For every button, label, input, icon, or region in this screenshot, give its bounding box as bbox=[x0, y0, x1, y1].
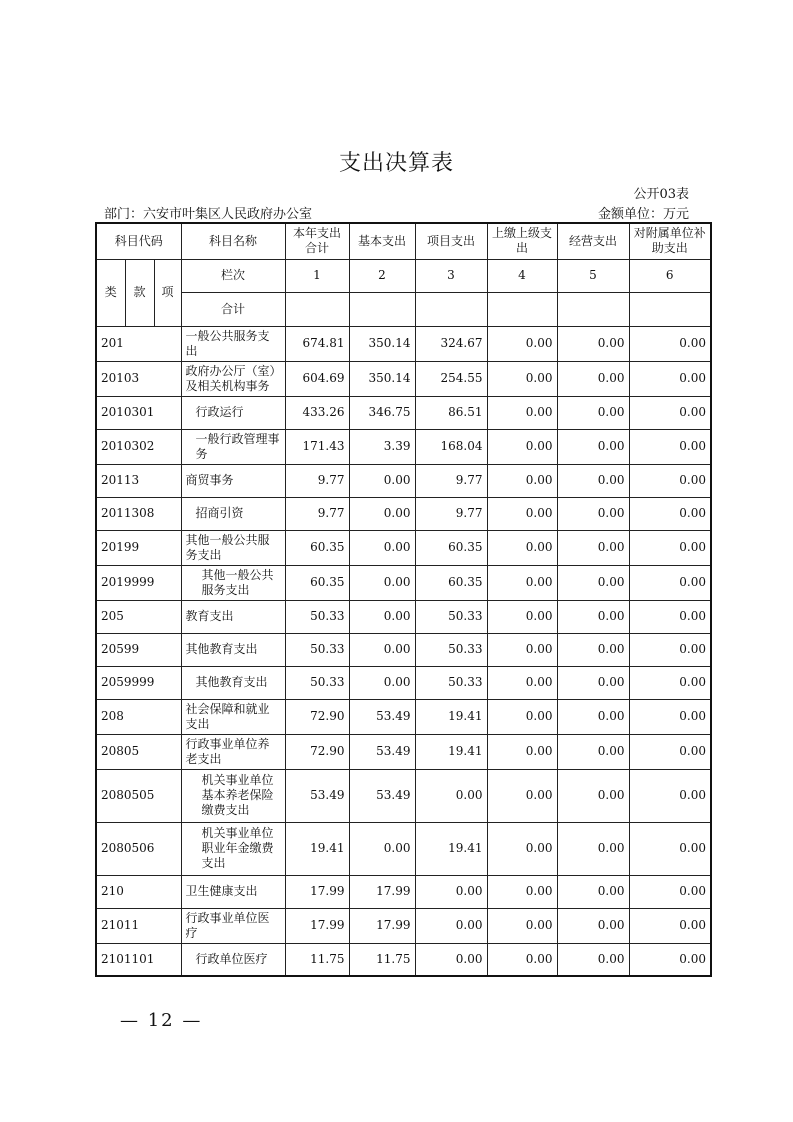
row-project: 0.00 bbox=[415, 908, 487, 943]
header-total: 本年支出合计 bbox=[285, 223, 349, 259]
row-total: 674.81 bbox=[285, 326, 349, 361]
row-basic: 0.00 bbox=[349, 822, 415, 875]
row-business: 0.00 bbox=[557, 464, 629, 497]
header-project: 项目支出 bbox=[415, 223, 487, 259]
row-upper: 0.00 bbox=[487, 875, 557, 908]
row-upper: 0.00 bbox=[487, 600, 557, 633]
row-code: 2101101 bbox=[96, 943, 181, 976]
row-upper: 0.00 bbox=[487, 396, 557, 429]
table-row bbox=[96, 822, 711, 875]
row-basic: 350.14 bbox=[349, 361, 415, 396]
header-subsidy: 对附属单位补助支出 bbox=[629, 223, 711, 259]
page-title: 支出决算表 bbox=[338, 151, 454, 176]
row-business: 0.00 bbox=[557, 396, 629, 429]
header-basic: 基本支出 bbox=[349, 223, 415, 259]
row-basic: 53.49 bbox=[349, 699, 415, 734]
table-row bbox=[96, 326, 711, 361]
table-row bbox=[96, 666, 711, 699]
row-name: 机关事业单位职业年金缴费支出 bbox=[181, 822, 285, 875]
table-row bbox=[96, 734, 711, 769]
row-business: 0.00 bbox=[557, 429, 629, 464]
row-code: 2010302 bbox=[96, 429, 181, 464]
row-upper: 0.00 bbox=[487, 530, 557, 565]
row-basic: 0.00 bbox=[349, 633, 415, 666]
row-project: 324.67 bbox=[415, 326, 487, 361]
row-basic: 0.00 bbox=[349, 666, 415, 699]
row-name: 教育支出 bbox=[181, 600, 285, 633]
row-code: 21011 bbox=[96, 908, 181, 943]
row-total: 50.33 bbox=[285, 633, 349, 666]
row-basic: 11.75 bbox=[349, 943, 415, 976]
total-cell bbox=[487, 292, 557, 326]
row-basic: 17.99 bbox=[349, 908, 415, 943]
header-code: 科目代码 bbox=[96, 223, 181, 259]
row-total: 433.26 bbox=[285, 396, 349, 429]
row-basic: 350.14 bbox=[349, 326, 415, 361]
row-project: 19.41 bbox=[415, 734, 487, 769]
row-code: 2080506 bbox=[96, 822, 181, 875]
row-subsidy: 0.00 bbox=[629, 822, 711, 875]
row-code: 20599 bbox=[96, 633, 181, 666]
header-business: 经营支出 bbox=[557, 223, 629, 259]
row-upper: 0.00 bbox=[487, 429, 557, 464]
page-number: — 12 — bbox=[120, 1010, 203, 1031]
row-project: 19.41 bbox=[415, 822, 487, 875]
row-business: 0.00 bbox=[557, 908, 629, 943]
row-basic: 53.49 bbox=[349, 769, 415, 822]
row-code: 2019999 bbox=[96, 565, 181, 600]
row-name: 行政单位医疗 bbox=[181, 943, 285, 976]
row-subsidy: 0.00 bbox=[629, 769, 711, 822]
header-lanci: 栏次 bbox=[181, 259, 285, 292]
header-row bbox=[96, 223, 711, 259]
row-total: 53.49 bbox=[285, 769, 349, 822]
row-business: 0.00 bbox=[557, 565, 629, 600]
row-business: 0.00 bbox=[557, 943, 629, 976]
row-upper: 0.00 bbox=[487, 497, 557, 530]
row-basic: 53.49 bbox=[349, 734, 415, 769]
form-number: 公开03表 bbox=[633, 187, 689, 202]
total-row bbox=[96, 292, 711, 326]
row-total: 19.41 bbox=[285, 822, 349, 875]
header-upper: 上缴上级支出 bbox=[487, 223, 557, 259]
table-row bbox=[96, 361, 711, 396]
row-basic: 0.00 bbox=[349, 497, 415, 530]
row-upper: 0.00 bbox=[487, 666, 557, 699]
row-project: 60.35 bbox=[415, 530, 487, 565]
row-upper: 0.00 bbox=[487, 326, 557, 361]
row-total: 17.99 bbox=[285, 875, 349, 908]
row-code: 2011308 bbox=[96, 497, 181, 530]
row-upper: 0.00 bbox=[487, 633, 557, 666]
row-name: 行政运行 bbox=[181, 396, 285, 429]
row-project: 168.04 bbox=[415, 429, 487, 464]
row-subsidy: 0.00 bbox=[629, 734, 711, 769]
row-name: 卫生健康支出 bbox=[181, 875, 285, 908]
row-subsidy: 0.00 bbox=[629, 361, 711, 396]
column-number: 1 bbox=[285, 259, 349, 292]
row-project: 254.55 bbox=[415, 361, 487, 396]
row-code: 2010301 bbox=[96, 396, 181, 429]
row-basic: 0.00 bbox=[349, 530, 415, 565]
row-code: 2080505 bbox=[96, 769, 181, 822]
column-number-row bbox=[96, 259, 711, 292]
row-project: 50.33 bbox=[415, 600, 487, 633]
column-number: 6 bbox=[629, 259, 711, 292]
row-upper: 0.00 bbox=[487, 464, 557, 497]
row-name: 机关事业单位基本养老保险缴费支出 bbox=[181, 769, 285, 822]
row-upper: 0.00 bbox=[487, 822, 557, 875]
row-name: 一般行政管理事务 bbox=[181, 429, 285, 464]
row-business: 0.00 bbox=[557, 633, 629, 666]
row-business: 0.00 bbox=[557, 326, 629, 361]
column-number: 2 bbox=[349, 259, 415, 292]
column-number: 5 bbox=[557, 259, 629, 292]
table-row bbox=[96, 429, 711, 464]
row-basic: 0.00 bbox=[349, 565, 415, 600]
table-row bbox=[96, 633, 711, 666]
row-name: 其他一般公共服务支出 bbox=[181, 530, 285, 565]
row-basic: 346.75 bbox=[349, 396, 415, 429]
row-code: 2059999 bbox=[96, 666, 181, 699]
row-code: 210 bbox=[96, 875, 181, 908]
header-kuan: 款 bbox=[125, 259, 154, 326]
row-upper: 0.00 bbox=[487, 943, 557, 976]
row-name: 政府办公厅（室）及相关机构事务 bbox=[181, 361, 285, 396]
column-number: 3 bbox=[415, 259, 487, 292]
table-row bbox=[96, 943, 711, 976]
row-subsidy: 0.00 bbox=[629, 600, 711, 633]
row-code: 208 bbox=[96, 699, 181, 734]
table-row bbox=[96, 699, 711, 734]
row-project: 9.77 bbox=[415, 464, 487, 497]
row-business: 0.00 bbox=[557, 361, 629, 396]
row-business: 0.00 bbox=[557, 666, 629, 699]
table-row bbox=[96, 464, 711, 497]
row-business: 0.00 bbox=[557, 530, 629, 565]
row-basic: 3.39 bbox=[349, 429, 415, 464]
row-name: 行政事业单位养老支出 bbox=[181, 734, 285, 769]
row-subsidy: 0.00 bbox=[629, 530, 711, 565]
table-row bbox=[96, 497, 711, 530]
row-subsidy: 0.00 bbox=[629, 666, 711, 699]
row-total: 50.33 bbox=[285, 600, 349, 633]
expenditure-table bbox=[95, 222, 712, 977]
total-cell bbox=[629, 292, 711, 326]
total-cell bbox=[415, 292, 487, 326]
row-subsidy: 0.00 bbox=[629, 565, 711, 600]
row-business: 0.00 bbox=[557, 497, 629, 530]
row-basic: 0.00 bbox=[349, 464, 415, 497]
row-subsidy: 0.00 bbox=[629, 396, 711, 429]
row-project: 60.35 bbox=[415, 565, 487, 600]
row-business: 0.00 bbox=[557, 769, 629, 822]
table-row bbox=[96, 875, 711, 908]
row-business: 0.00 bbox=[557, 699, 629, 734]
row-total: 60.35 bbox=[285, 530, 349, 565]
row-subsidy: 0.00 bbox=[629, 875, 711, 908]
row-project: 50.33 bbox=[415, 666, 487, 699]
row-subsidy: 0.00 bbox=[629, 326, 711, 361]
row-upper: 0.00 bbox=[487, 565, 557, 600]
row-business: 0.00 bbox=[557, 600, 629, 633]
row-subsidy: 0.00 bbox=[629, 464, 711, 497]
total-cell bbox=[285, 292, 349, 326]
header-lei: 类 bbox=[96, 259, 125, 326]
header-name: 科目名称 bbox=[181, 223, 285, 259]
row-total: 9.77 bbox=[285, 464, 349, 497]
row-code: 20113 bbox=[96, 464, 181, 497]
table-row bbox=[96, 530, 711, 565]
header-xiang: 项 bbox=[154, 259, 181, 326]
row-name: 其他教育支出 bbox=[181, 633, 285, 666]
row-upper: 0.00 bbox=[487, 361, 557, 396]
row-code: 205 bbox=[96, 600, 181, 633]
row-total: 72.90 bbox=[285, 699, 349, 734]
row-total: 17.99 bbox=[285, 908, 349, 943]
row-code: 20103 bbox=[96, 361, 181, 396]
total-cell bbox=[557, 292, 629, 326]
row-upper: 0.00 bbox=[487, 908, 557, 943]
row-project: 0.00 bbox=[415, 769, 487, 822]
row-total: 9.77 bbox=[285, 497, 349, 530]
row-project: 86.51 bbox=[415, 396, 487, 429]
row-upper: 0.00 bbox=[487, 699, 557, 734]
row-project: 0.00 bbox=[415, 875, 487, 908]
row-code: 201 bbox=[96, 326, 181, 361]
row-business: 0.00 bbox=[557, 822, 629, 875]
row-total: 60.35 bbox=[285, 565, 349, 600]
row-project: 9.77 bbox=[415, 497, 487, 530]
row-code: 20805 bbox=[96, 734, 181, 769]
row-project: 19.41 bbox=[415, 699, 487, 734]
department-label: 部门：六安市叶集区人民政府办公室 bbox=[104, 207, 313, 222]
row-name: 其他教育支出 bbox=[181, 666, 285, 699]
row-name: 行政事业单位医疗 bbox=[181, 908, 285, 943]
row-subsidy: 0.00 bbox=[629, 943, 711, 976]
column-number: 4 bbox=[487, 259, 557, 292]
row-subsidy: 0.00 bbox=[629, 633, 711, 666]
row-project: 50.33 bbox=[415, 633, 487, 666]
row-total: 50.33 bbox=[285, 666, 349, 699]
row-name: 一般公共服务支出 bbox=[181, 326, 285, 361]
row-total: 11.75 bbox=[285, 943, 349, 976]
row-name: 招商引资 bbox=[181, 497, 285, 530]
total-cell bbox=[349, 292, 415, 326]
row-upper: 0.00 bbox=[487, 769, 557, 822]
table-row bbox=[96, 565, 711, 600]
table-row bbox=[96, 769, 711, 822]
amount-unit-label: 金额单位：万元 bbox=[597, 207, 689, 222]
row-total: 171.43 bbox=[285, 429, 349, 464]
row-code: 20199 bbox=[96, 530, 181, 565]
row-total: 604.69 bbox=[285, 361, 349, 396]
row-project: 0.00 bbox=[415, 943, 487, 976]
header-heji: 合计 bbox=[181, 292, 285, 326]
row-name: 社会保障和就业支出 bbox=[181, 699, 285, 734]
row-basic: 0.00 bbox=[349, 600, 415, 633]
row-subsidy: 0.00 bbox=[629, 908, 711, 943]
row-subsidy: 0.00 bbox=[629, 429, 711, 464]
table-row bbox=[96, 396, 711, 429]
table-row bbox=[96, 600, 711, 633]
row-upper: 0.00 bbox=[487, 734, 557, 769]
row-subsidy: 0.00 bbox=[629, 699, 711, 734]
row-business: 0.00 bbox=[557, 734, 629, 769]
row-business: 0.00 bbox=[557, 875, 629, 908]
row-name: 商贸事务 bbox=[181, 464, 285, 497]
table-row bbox=[96, 908, 711, 943]
row-subsidy: 0.00 bbox=[629, 497, 711, 530]
row-basic: 17.99 bbox=[349, 875, 415, 908]
row-total: 72.90 bbox=[285, 734, 349, 769]
row-name: 其他一般公共服务支出 bbox=[181, 565, 285, 600]
